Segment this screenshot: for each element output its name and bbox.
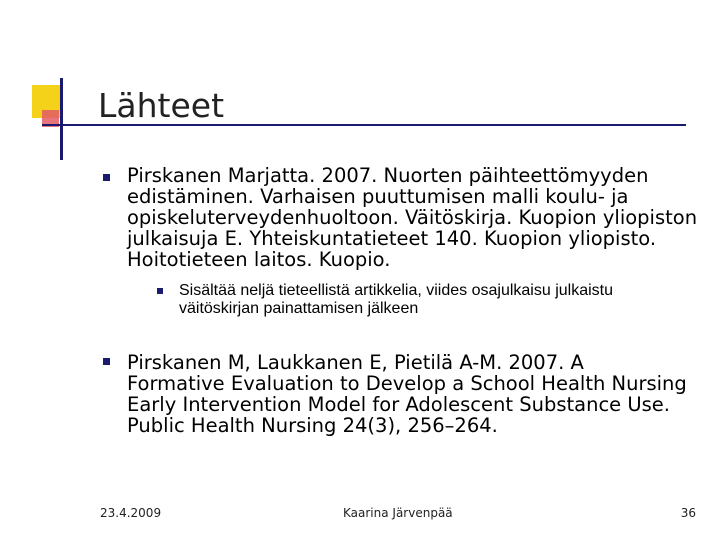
vertical-rule [60,78,63,160]
bullet-square-icon [103,174,110,181]
bullet-square-icon [103,358,110,365]
reference-item-2: Pirskanen M, Laukkanen E, Pietilä A-M. 2007. A Formative Evaluation to Develop a School Health Nursing Early Intervention Model for Adolescent Substance Use. Public Health Nursing 24(3), 256–264. [127,351,687,437]
reference-subitem-1: Sisältää neljä tieteellistä artikkelia, viides osajulkaisu julkaistu väitöskirjan painattamisen jälkeen [179,282,613,317]
sub-bullet-square-icon [157,288,163,294]
footer-date: 23.4.2009 [100,506,162,520]
footer-page-number: 36 [680,506,696,520]
footer-author: Kaarina Järvenpää [343,506,453,520]
slide-title: Lähteet [98,86,225,125]
reference-item-1: Pirskanen Marjatta. 2007. Nuorten päihteettömyyden edistäminen. Varhaisen puuttumisen malli koulu- ja opiskeluterveydenhuoltoon. Väitöskirja. Kuopion yliopiston julkaisuja E. Yhteiskuntatieteet 140. Kuopion yliopisto. Hoitotieteen laitos. Kuopio. [127,164,698,271]
